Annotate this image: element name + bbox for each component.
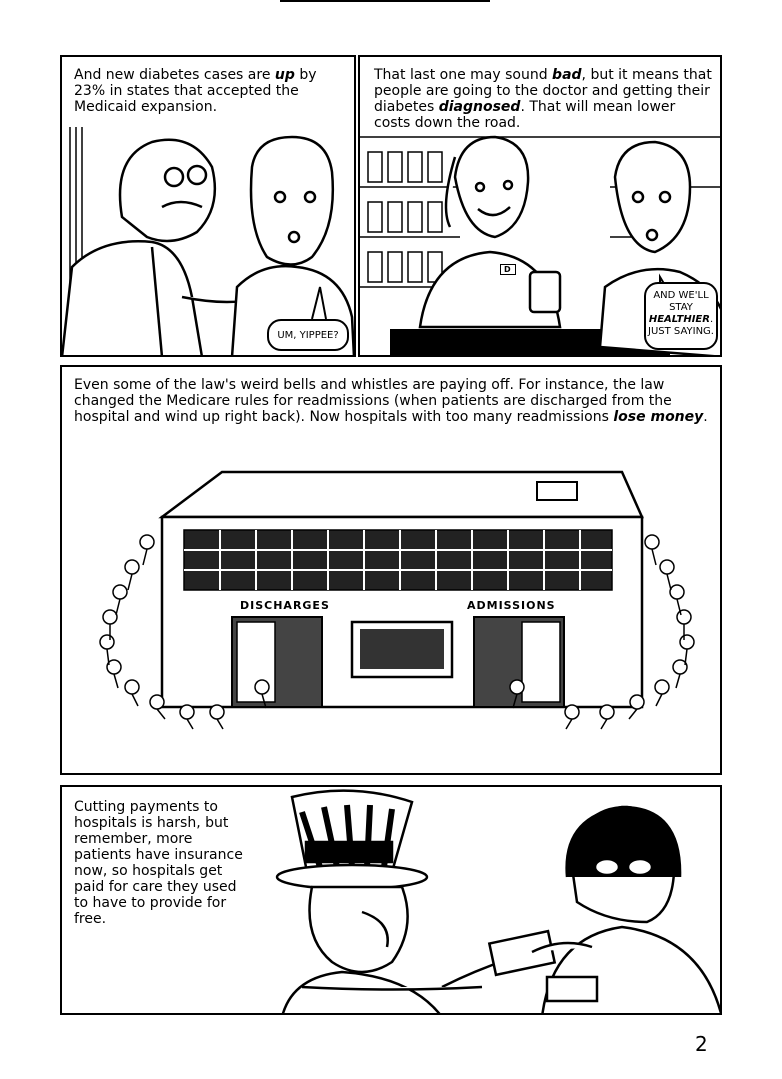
panel-pharmacy (358, 55, 722, 357)
panel-uncle-sam (60, 785, 722, 1015)
uncle-sam-figure (277, 791, 555, 1015)
speech-bubble: UM, YIPPEE? (267, 319, 349, 351)
caption-box: That last one may sound bad, but it means that people are going to the doctor and getting their diabetes diagnosed. That will mean lower costs down the road. (374, 67, 712, 131)
top-border-line (280, 0, 490, 2)
hospital-worker-figure (532, 807, 722, 1015)
page-number: 2 (695, 1032, 708, 1056)
hospital-illustration (62, 367, 722, 775)
discharges-sign: DISCHARGES (240, 599, 330, 612)
speech-bubble: AND WE'LL STAY HEALTHIER. JUST SAYING. (644, 282, 718, 350)
panel-doctor-exam (60, 55, 356, 357)
caption-box: And new diabetes cases are up by 23% in states that accepted the Medicaid expansion. (74, 67, 317, 115)
caption-box: Cutting payments to hospitals is harsh, but remember, more patients have insurance now, so hospitals get paid for care they used to have to provide for free. (74, 799, 243, 927)
panel-hospital (60, 365, 722, 775)
caption-box: Even some of the law's weird bells and whistles are paying off. For instance, the law changed the Medicare rules for readmissions (when patients are discharged from the hospital and wind up right back). Now hospitals with too many readmissions lose money. (74, 377, 708, 425)
name-badge: D (500, 264, 516, 275)
admissions-sign: ADMISSIONS (467, 599, 556, 612)
